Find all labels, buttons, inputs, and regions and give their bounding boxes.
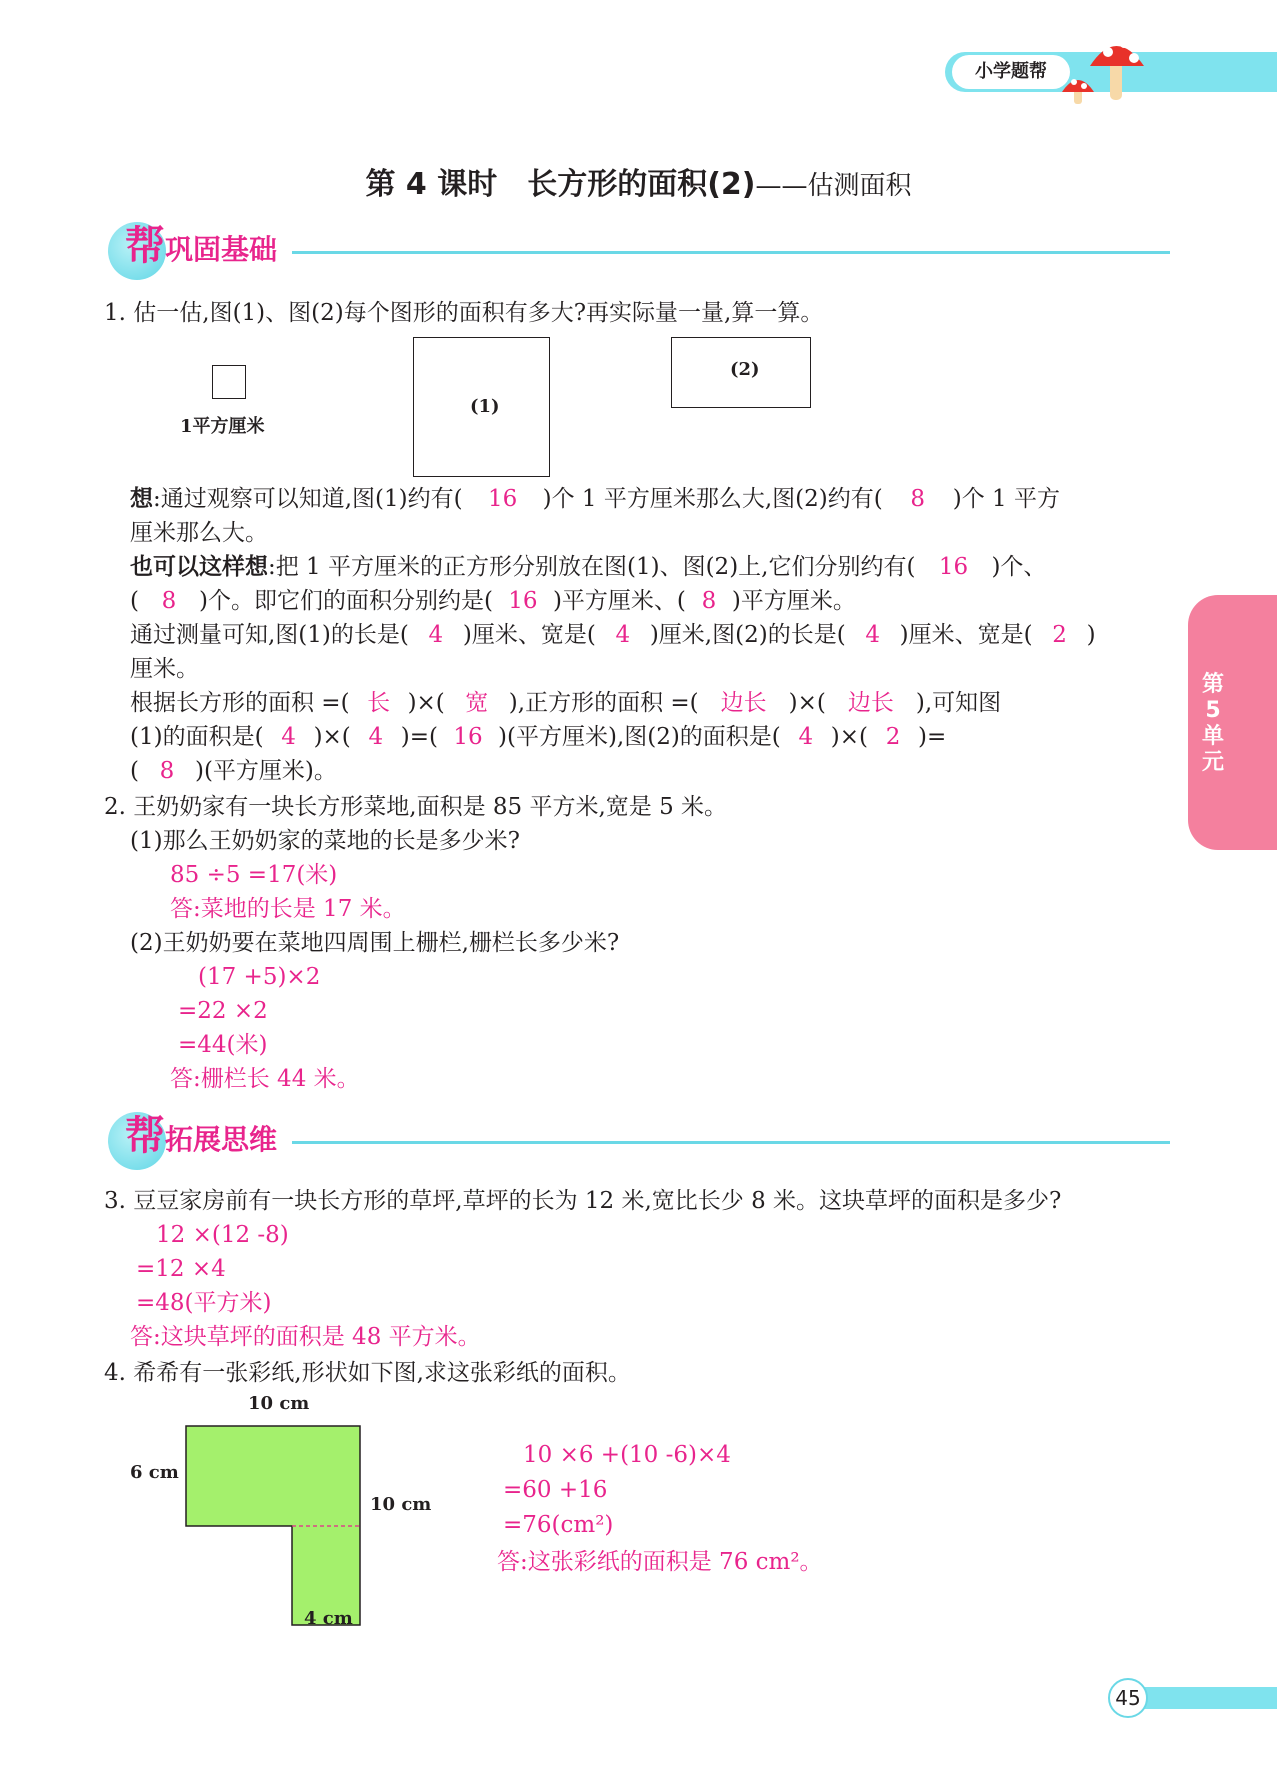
q4-bottom-label: 4 cm [304, 1608, 353, 1629]
answer-blank: 4 [865, 622, 880, 648]
q4-right-label: 10 cm [370, 1494, 432, 1515]
answer-blank: 4 [798, 724, 814, 750]
q2-answer-1: 答:菜地的长是 17 米。 [170, 896, 406, 922]
section-icon: 帮 [125, 223, 165, 269]
q1-line-4: ( 8 )个。即它们的面积分别约是( 16 )平方厘米、( 8 )平方厘米。 [130, 584, 856, 618]
answer-blank: 16 [453, 724, 483, 750]
section-icon: 帮 [125, 1113, 165, 1159]
q1-line-7: 根据长方形的面积 =( 长 )×( 宽 ),正方形的面积 =( 边长 )×( 边长 ),可知图 [130, 686, 1001, 720]
q4-left-label: 6 cm [130, 1462, 179, 1483]
unit-square [212, 365, 246, 399]
mushroom-icon [1060, 30, 1150, 105]
unit-side-tab-label: 第 5 单 元 [1201, 672, 1224, 775]
section-basic-header [125, 223, 278, 270]
q3-solution-1: 12 ×(12 -8) [156, 1222, 289, 1248]
q3-prompt: 3. 豆豆家房前有一块长方形的草坪,草坪的长为 12 米,宽比长少 8 米。这块草坪的面积是多少? [104, 1188, 1062, 1214]
q1-line-5: 通过测量可知,图(1)的长是( 4 )厘米、宽是( 4 )厘米,图(2)的长是( 4 )厘米、宽是( 2 ) [130, 618, 1096, 652]
paper-shape [186, 1426, 360, 1625]
answer-blank: 8 [910, 486, 926, 512]
q4-top-label: 10 cm [248, 1393, 310, 1414]
q1-line-8: (1)的面积是( 4 )×( 4 )=( 16 )(平方厘米),图(2)的面积是( 4 )×( 2 )= [130, 720, 946, 754]
answer-blank: 4 [281, 724, 296, 750]
q3-solution-2: =12 ×4 [136, 1256, 226, 1282]
figure-1-label: (1) [470, 396, 500, 417]
section-rule [292, 1141, 1170, 1144]
unit-square-label: 1平方厘米 [180, 416, 265, 437]
q2-answer-2: 答:栅栏长 44 米。 [170, 1066, 360, 1092]
brand-label: 小学题帮 [952, 55, 1070, 89]
q3-answer: 答:这块草坪的面积是 48 平方米。 [130, 1324, 481, 1350]
q4-answer: 答:这张彩纸的面积是 76 cm²。 [497, 1549, 823, 1575]
answer-blank: 8 [159, 758, 175, 784]
q4-solution-2: =60 +16 [503, 1477, 608, 1503]
answer-blank: 4 [428, 622, 444, 648]
page-number: 45 [1108, 1678, 1148, 1718]
section-label: 拓展思维 [165, 1123, 278, 1156]
q2-solution-4: =44(米) [178, 1032, 268, 1058]
lesson-title [0, 165, 1277, 206]
q1-line-2: 厘米那么大。 [130, 520, 268, 546]
answer-blank: 2 [1052, 622, 1067, 648]
answer-blank: 16 [508, 588, 538, 614]
q2-solution-3: =22 ×2 [178, 998, 268, 1024]
lesson-title-sub: ——估测面积 [755, 171, 912, 201]
section-label: 巩固基础 [165, 233, 278, 266]
q4-solution-3: =76(cm²) [503, 1512, 614, 1538]
answer-blank: 宽 [465, 690, 489, 716]
q3-solution-3: =48(平方米) [136, 1290, 272, 1316]
answer-blank: 长 [367, 690, 391, 716]
q1-line-3: 也可以这样想:把 1 平方厘米的正方形分别放在图(1)、图(2)上,它们分别约有( 16 )个、 [130, 550, 1046, 584]
section-expand-header [125, 1113, 278, 1160]
q2-solution-2: (17 +5)×2 [198, 964, 321, 990]
q1-line-9: ( 8 )(平方厘米)。 [130, 754, 337, 788]
answer-blank: 8 [701, 588, 717, 614]
alt-think-label: 也可以这样想 [130, 553, 268, 580]
answer-blank: 8 [161, 588, 177, 614]
q4-shape [180, 1420, 380, 1635]
answer-blank: 边长 [720, 690, 767, 716]
q1-line-6: 厘米。 [130, 656, 199, 682]
answer-blank: 4 [615, 622, 631, 648]
q2-part-1: (1)那么王奶奶家的菜地的长是多少米? [130, 828, 520, 854]
q2-solution-1: 85 ÷5 =17(米) [170, 862, 338, 888]
q1-prompt: 1. 估一估,图(1)、图(2)每个图形的面积有多大?再实际量一量,算一算。 [104, 300, 824, 326]
answer-blank: 16 [487, 486, 518, 512]
q1-line-1: 想:通过观察可以知道,图(1)约有( 16 )个 1 平方厘米那么大,图(2)约有( 8 )个 1 平方 [130, 482, 1060, 516]
q2-part-2: (2)王奶奶要在菜地四周围上栅栏,栅栏长多少米? [130, 930, 620, 956]
q4-prompt: 4. 希希有一张彩纸,形状如下图,求这张彩纸的面积。 [104, 1360, 631, 1386]
answer-blank: 边长 [847, 690, 894, 716]
answer-blank: 4 [368, 724, 384, 750]
q2-prompt: 2. 王奶奶家有一块长方形菜地,面积是 85 平方米,宽是 5 米。 [104, 794, 728, 820]
section-rule [292, 251, 1170, 254]
lesson-title-main: 第 4 课时 长方形的面积(2) [365, 167, 756, 202]
q4-solution-1: 10 ×6 +(10 -6)×4 [523, 1442, 731, 1468]
figure-2-label: (2) [730, 359, 760, 380]
answer-blank: 16 [938, 554, 969, 580]
answer-blank: 2 [885, 724, 901, 750]
think-label: 想 [130, 485, 153, 512]
